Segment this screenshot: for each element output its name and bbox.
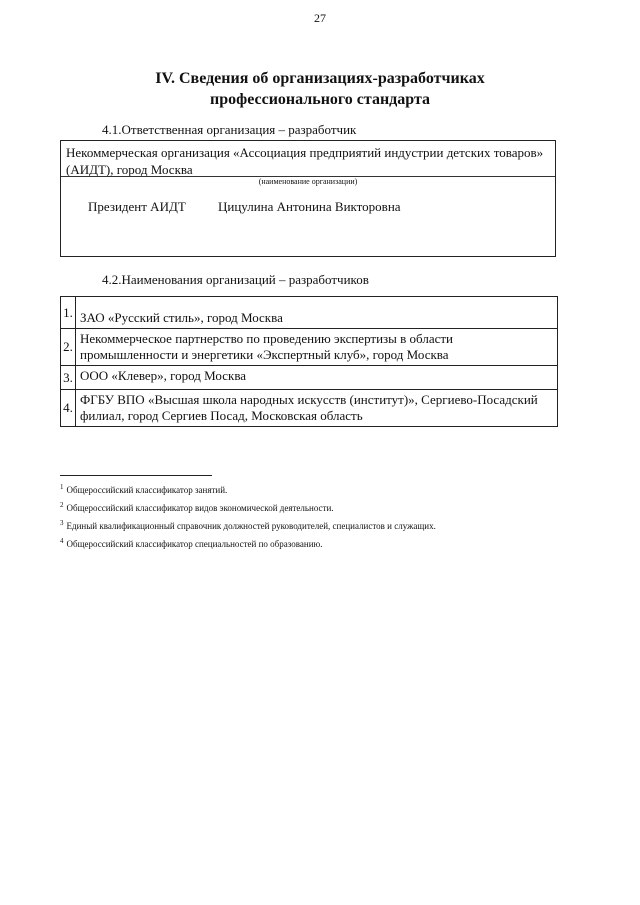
footnote-marker: 1 [60,483,64,491]
org-name-caption: (наименование организации) [258,177,358,186]
organization-name: Некоммерческое партнерство по проведению экспертизы в области промышленности и энергетики «Экспертный клуб», город Москва [76,329,558,366]
row-number: 2. [61,329,76,366]
footnote-text: Общероссийский классификатор специальностей по образованию. [66,539,323,549]
footnote-separator [60,475,212,476]
responsible-org-name: Некоммерческая организация «Ассоциация предприятий индустрии детских товаров» (АИДТ), город Москва [66,145,544,177]
footnote [60,534,580,552]
footnotes [60,480,580,552]
footnote-marker: 2 [60,501,64,509]
page-number: 27 [314,11,326,25]
footnote-text: Единый квалификационный справочник должностей руководителей, специалистов и служащих. [66,521,436,531]
section-title-line-2: профессионального стандарта [210,91,430,108]
head-position: Президент АИДТ [88,199,186,214]
footnote-text: Общероссийский классификатор видов экономической деятельности. [66,503,334,513]
footnote [60,480,580,498]
section-title [0,68,640,110]
table-row [61,329,558,366]
row-number: 4. [61,390,76,427]
footnote-marker: 4 [60,537,64,545]
section-title-line-1: IV. Сведения об организациях-разработчиках [155,70,485,87]
responsible-org-heading: 4.1.Ответственная организация – разработчик [102,122,357,137]
table-row [61,297,558,329]
row-number: 1. [61,297,76,329]
organization-name: ООО «Клевер», город Москва [76,366,558,390]
table-row [61,366,558,390]
row-number: 3. [61,366,76,390]
developer-orgs-heading: 4.2.Наименования организаций – разработчиков [102,272,369,287]
responsible-org-box [60,140,556,257]
organization-name: ЗАО «Русский стиль», город Москва [76,297,558,329]
developer-orgs-table [60,296,558,427]
head-person-name: Цицулина Антонина Викторовна [218,199,401,214]
organization-name: ФГБУ ВПО «Высшая школа народных искусств (институт)», Сергиево-Посадский филиал, город Сергиев Посад, Московская область [76,390,558,427]
footnote [60,516,580,534]
footnote [60,498,580,516]
footnote-text: Общероссийский классификатор занятий. [66,485,228,495]
footnote-marker: 3 [60,519,64,527]
table-row [61,390,558,427]
